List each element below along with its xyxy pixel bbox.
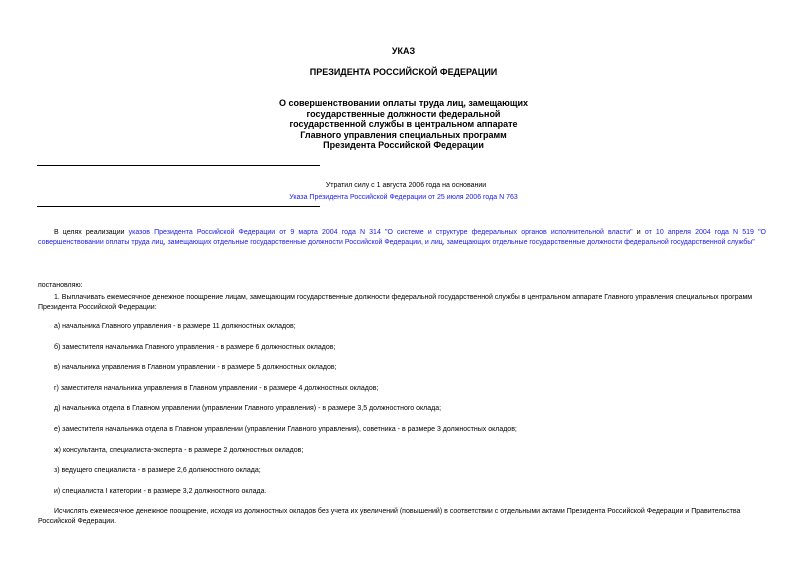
list-item: б) заместителя начальника Главного управления - в размере 6 должностных окладов; (54, 344, 336, 351)
subject-line: О совершенствовании оплаты труда лиц, замещающих (279, 98, 528, 108)
list-item: в) начальника управления в Главном управлении - в размере 5 должностных окладов; (54, 364, 337, 371)
preamble-link-decree-314[interactable]: указов Президента Российской Федерации от 9 марта 2004 года N 314 "О системе и структуре федеральных органов исполнительной власти" (128, 229, 633, 236)
status-text: Утратил силу с 1 августа 2006 года на основании (325, 182, 487, 189)
document-title: УКАЗ (391, 46, 416, 56)
preamble-middle: и (632, 229, 645, 236)
list-item: е) заместителя начальника отдела в Главном управлении (управлении Главного управления), советника - в размере 3 должностных окладов; (54, 426, 517, 433)
preamble-paragraph (38, 228, 766, 248)
preamble-prefix: В целях реализации (54, 229, 129, 236)
list-item: а) начальника Главного управления - в размере 11 должностных окладов; (54, 323, 296, 330)
subject-line: Главного управления специальных программ (300, 129, 507, 140)
list-item: ж) консультанта, специалиста-эксперта - в размере 2 должностных окладов; (54, 447, 304, 454)
status-note (0, 180, 807, 203)
subject-line: государственные должности федеральной (306, 108, 501, 119)
item-1-paragraph: 1. Выплачивать ежемесячное денежное поощрение лицам, замещающим государственные должности федеральной государственной службы в центральном аппарате Главного управления специальных программ Президента Российской Федерации: (38, 294, 753, 311)
status-link[interactable]: Указа Президента Российской Федерации от 25 июля 2006 года N 763 (289, 193, 518, 201)
closing-paragraph: Исчислять ежемесячное денежное поощрение, исходя из должностных окладов без учета их увеличений (повышений) в соответствии с отдельными актами Президента Российской Федерации и Правительства Российской Федерации. (38, 508, 741, 525)
list-item: г) заместителя начальника управления в Главном управлении - в размере 4 должностных окладов; (54, 385, 379, 392)
preamble-link-decree-519[interactable]: от 10 апреля 2004 года N 519 "О совершенствовании оплаты труда лиц, замещающих отдельные государственные должности Российской Федерации, и лиц, замещающих отдельные государственные должности федеральной государственной службы" (38, 229, 766, 246)
subject-line: государственной службы в центральном аппарате (289, 119, 518, 130)
list-item: з) ведущего специалиста - в размере 2,6 должностного оклада; (54, 467, 261, 474)
decree-word: постановляю: (38, 282, 83, 289)
document-issuer: ПРЕЗИДЕНТА РОССИЙСКОЙ ФЕДЕРАЦИИ (309, 67, 498, 77)
divider-top (37, 165, 320, 166)
document-subject (0, 98, 807, 151)
subject-line: Президента Российской Федерации (323, 140, 484, 151)
list-item: д) начальника отдела в Главном управлении (управлении Главного управления) - в размере 3,5 должностного оклада; (54, 405, 442, 412)
divider-bottom (37, 206, 320, 207)
list-item: и) специалиста I категории - в размере 3,2 должностного оклада. (54, 488, 267, 495)
